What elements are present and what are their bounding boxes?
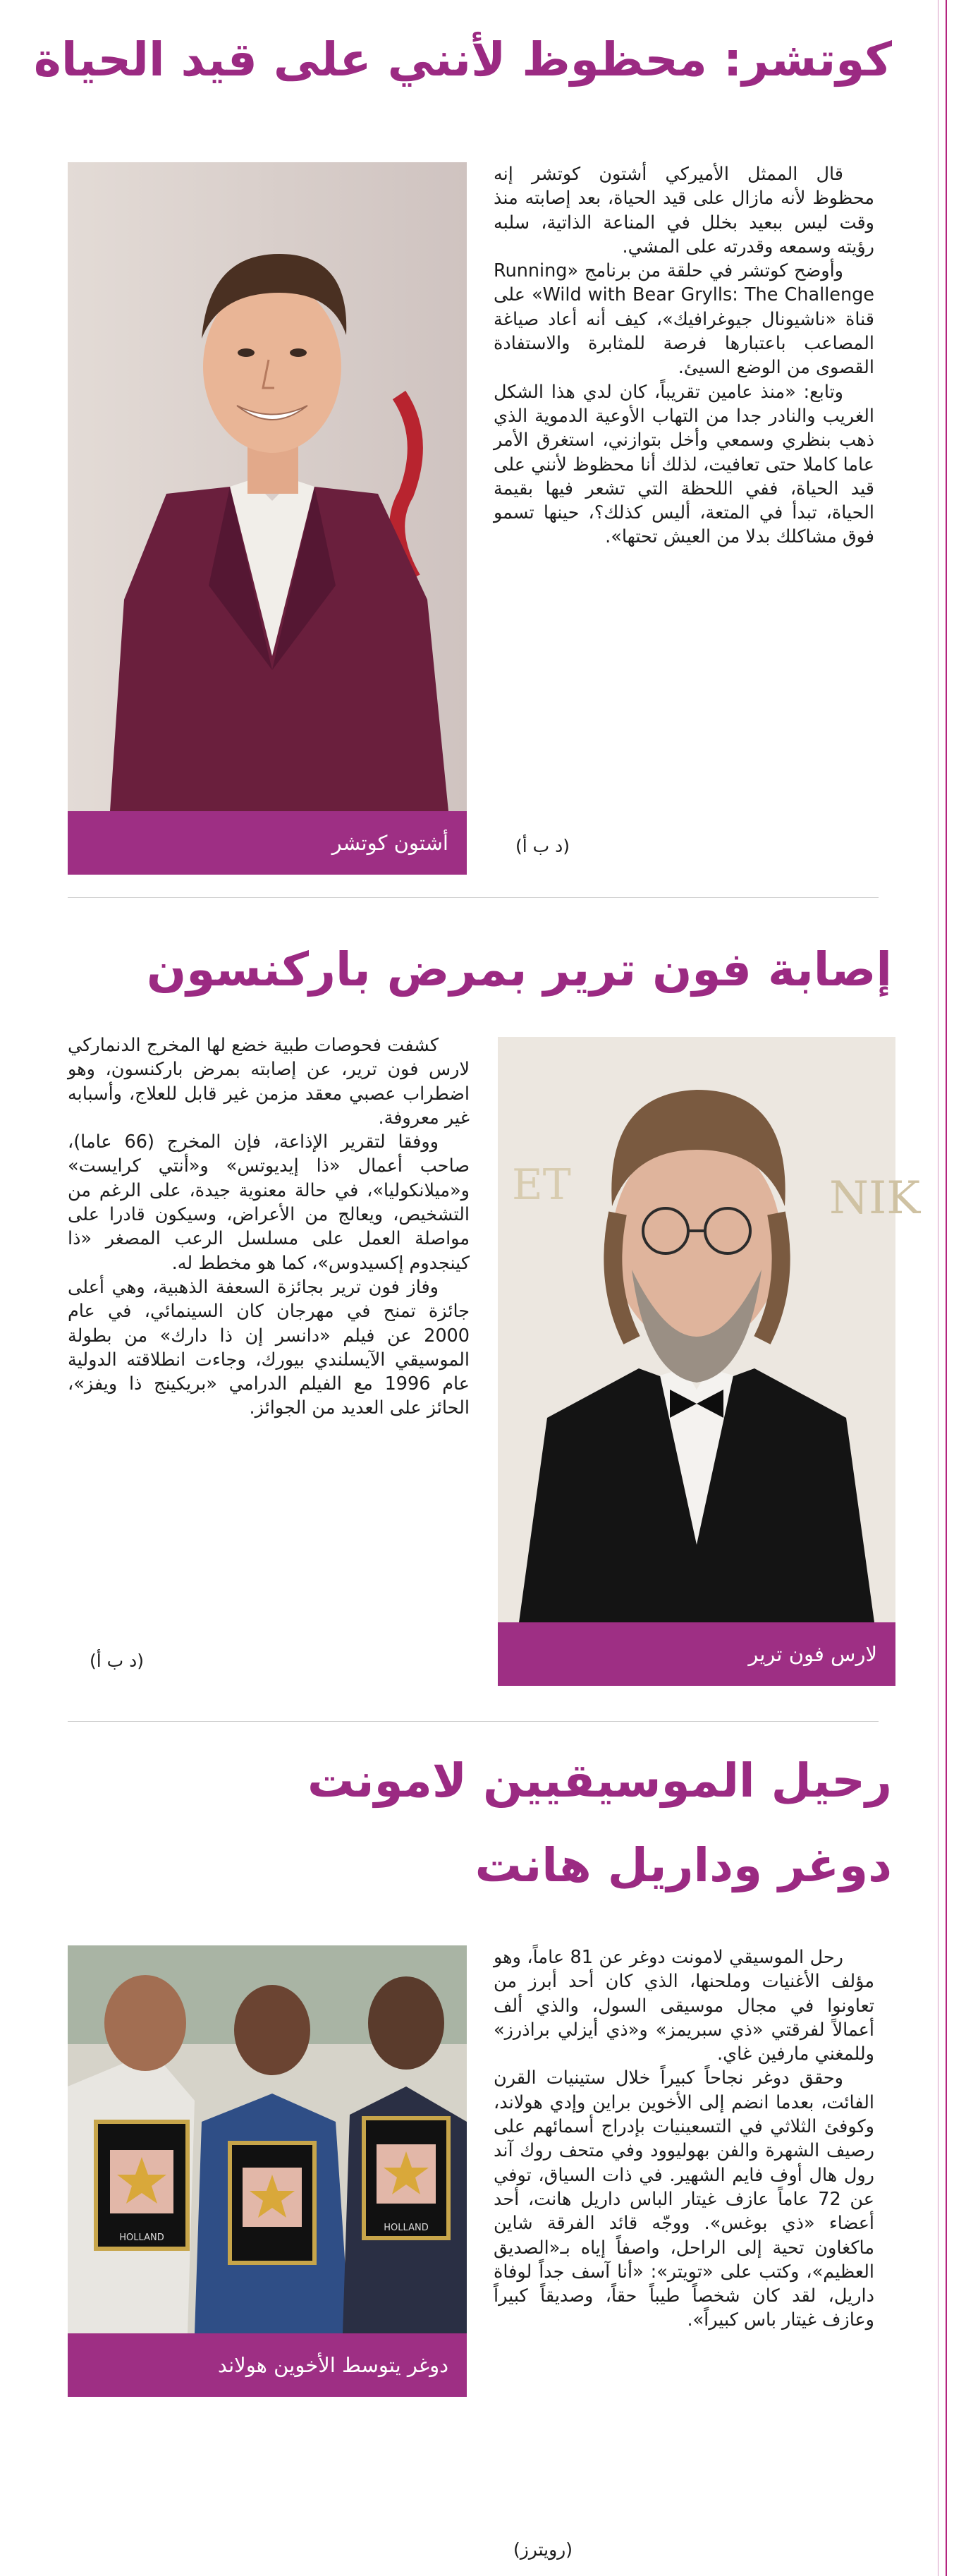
- article-divider: [68, 1721, 879, 1722]
- article-3-paragraph: رحل الموسيقي لامونت دوغر عن 81 عاماً، وهو مؤلف الأغنيات وملحنها، الذي كان أحد أبرز من تعاونوا في مجال موسيقى السول، والذي ألف أعمالاً لفرقتي «ذي سبريمز» و«ذي أيزلي براذرز» وللمغني مارفين غاي.: [494, 1947, 874, 2065]
- article-divider: [68, 897, 879, 898]
- plaque-label: HOLLAND: [119, 2232, 164, 2243]
- article-1-headline: كوتشر: محظوظ لأنني على قيد الحياة: [33, 32, 892, 87]
- article-1-photo-caption: أشتون كوتشر: [68, 811, 467, 875]
- article-3-source: (رويترز): [513, 2539, 573, 2560]
- article-1-paragraph: وأوضح كوتشر في حلقة من برنامج «Running Wild with Bear Grylls: The Challenge» على قناة «ناشيونال جيوغرافيك»، كيف أنه أعاد صياغة المصاعب باعتبارها فرصة للمثابرة والاستفادة القصوى من الوضع السيئ.: [494, 260, 874, 379]
- article-3-photo-caption: دوغر يتوسط الأخوين هولاند: [68, 2333, 467, 2397]
- article-1-body: [494, 162, 874, 549]
- article-3-headline-line-2: دوغر وداريل هانت: [475, 1838, 892, 1892]
- article-1-paragraph: قال الممثل الأميركي أشتون كوتشر إنه محظوظ لأنه مازال على قيد الحياة، بعد إصابته منذ وقت ليس ببعيد بخلل في المناعة الذاتية، سلبه رؤيته وسمعه وقدرته على المشي.: [494, 164, 874, 257]
- page-edge-rule: [946, 0, 947, 2576]
- article-2-body: [68, 1033, 470, 1421]
- article-2-photo: [498, 1037, 921, 1622]
- article-3-photo: [68, 1945, 467, 2333]
- article-2-paragraph: كشفت فحوصات طبية خضع لها المخرج الدنماركي لارس فون ترير، عن إصابته بمرض باركنسون، وهو اضطراب عصبي معقد مزمن غير قابل للعلاج، وأسبابه غير معروفة.: [68, 1035, 470, 1129]
- article-2-photo-caption: لارس فون ترير: [498, 1622, 895, 1686]
- svg-text:NIK: NIK: [829, 1172, 921, 1225]
- article-1-paragraph: وتابع: «منذ عامين تقريباً، كان لدي هذا الشكل الغريب والنادر جدا من التهاب الأوعية الدموية الذي ذهب بنظري وسمعي وأخل بتوازني، استغرق الأمر عاما كاملا حتى تعافيت، لذلك أنا محظوظ لأنني على قيد الحياة، ففي اللحظة التي تشعر فيها بقيمة الحياة، تبدأ في المتعة، أليس كذلك؟، حينها تسمو فوق مشاكلك بدلا من العيش تحتها».: [494, 381, 874, 548]
- article-3-headline-line-1: رحيل الموسيقيين لامونت: [307, 1754, 892, 1808]
- article-2-source: (د ب أ): [89, 1651, 144, 1671]
- plaque-label: HOLLAND: [384, 2223, 429, 2233]
- article-3-body: [494, 1945, 874, 2333]
- article-2-paragraph: وفاز فون ترير بجائزة السعفة الذهبية، وهي أعلى جائزة تمنح في مهرجان كان السينمائي، في عام 2000 عن فيلم «دانسر إن ذا دارك» من بطولة الموسيقي الآيسلندي بيورك، وجاءت انطلاقته الدولية عام 1996 مع الفيلم الدرامي «بريكينج ذا ويفز»، الحائز على العديد من الجوائز.: [68, 1276, 470, 1419]
- article-1-photo: [68, 162, 467, 811]
- article-3-paragraph: وحقق دوغر نجاحاً كبيراً خلال ستينيات القرن الفائت، بعدما انضم إلى الأخوين براين وإدي هولاند، وكوفئ الثلاثي في التسعينيات بإدراج أسمائهم على رصيف الشهرة والفن بهوليوود وفي متحف روك آند رول هال أوف فايم الشهير. في ذات السياق، توفي عن 72 عاماً عازف غيتار الباس داريل هانت، أحد أعضاء «ذي بوغس». ووجّه قائد الفرقة شاين ماكغاون تحية إلى الراحل، واصفاً إياه بـ«الصديق العظيم»، وكتب على «تويتر»: «أنا آسف جداً لوفاة داريل، لقد كان شخصاً طيباً حقاً، وصديقاً كبيراً وعازف غيتار باس كبيراً».: [494, 2067, 875, 2331]
- article-2-paragraph: ووفقا لتقرير الإذاعة، فإن المخرج (66 عاما)، صاحب أعمال «ذا إيديوتس» و«أنتي كرايست» و«ميلانكوليا»، في حالة معنوية جيدة، على الرغم من التشخيص، ويعالج من الأعراض، وسيكون قادرا على مواصلة العمل على مسلسل الرعب المصغر «ذا كينجدوم إكسيدوس»، كما هو مخطط له.: [68, 1131, 470, 1274]
- article-2-headline: إصابة فون ترير بمرض باركنسون: [146, 942, 892, 997]
- article-1-source: (د ب أ): [515, 836, 570, 856]
- svg-text:ET: ET: [512, 1160, 571, 1210]
